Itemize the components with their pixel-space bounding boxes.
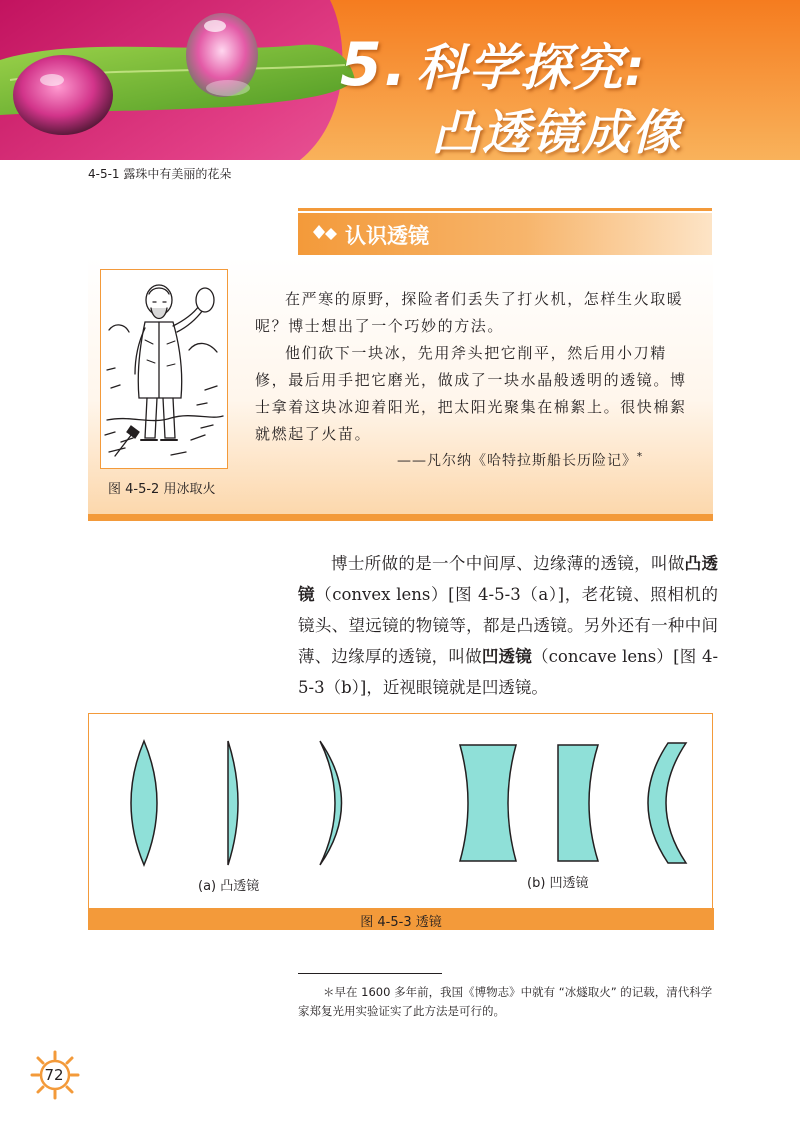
convex-lens-term: 凸透镜: [298, 554, 719, 604]
chapter-number: 5.: [340, 30, 409, 100]
page-number: 72: [44, 1066, 64, 1084]
body-text-part3: （concave lens）[图 4-5-3（b）]，近视眼镜就是凹透镜。: [298, 647, 719, 697]
biconcave-lens-shape: [460, 745, 516, 861]
plano-concave-lens-shape: [558, 745, 598, 861]
footnote-divider: [298, 973, 442, 974]
footnote-text: ＊早在 1600 多年前，我国《博物志》中就有 “冰燧取火” 的记载，清代科学家郑复光用实验证实了此方法是可行的。: [298, 985, 713, 1018]
photo-caption: 4-5-1 露珠中有美丽的花朵: [88, 167, 232, 181]
story-panel-bottom-bar: [88, 514, 713, 521]
lens-figure-caption: 图 4-5-3 透镜: [360, 915, 442, 930]
chapter-title-text: 科学探究:: [416, 39, 647, 97]
figure-caption-ice-fire: 图 4-5-2 用冰取火: [108, 482, 216, 497]
story-source: [397, 450, 643, 470]
ice-fire-illustration-frame: [100, 269, 228, 469]
diamond-bullet-icon: [312, 223, 342, 243]
story-source-text: ——凡尔纳《哈特拉斯船长历险记》: [397, 453, 637, 469]
section-bar-top-line: [298, 208, 712, 211]
chapter-header: [0, 0, 800, 160]
lens-definition-paragraph: [298, 548, 718, 703]
plano-convex-lens-shape: [228, 741, 238, 865]
chapter-title-line1: [340, 28, 647, 100]
biconvex-lens-shape: [131, 741, 157, 865]
concave-lens-term: 凹透镜: [481, 647, 532, 666]
body-text-part1: 博士所做的是一个中间厚、边缘薄的透镜，叫做: [331, 554, 685, 573]
story-paragraph-1: 在严寒的原野，探险者们丢失了打火机，怎样生火取暖呢？博士想出了一个巧妙的方法。: [255, 290, 684, 335]
body-text-part2: （convex lens）[图 4-5-3（a）]，老花镜、照相机的镜头、望远镜的物镜等，都是凸透镜。另外还有一种中间薄、边缘厚的透镜，叫做: [298, 585, 718, 666]
concave-lens-caption: (b) 凹透镜: [527, 876, 589, 891]
story-paragraph-2: 他们砍下一块冰，先用斧头把它削平，然后用小刀精修，最后用手把它磨光，做成了一块水晶般透明的透镜。博士拿着这块冰迎着阳光，把太阳光聚集在棉絮上。很快棉絮就燃起了火苗。: [255, 344, 687, 443]
lens-diagram: [88, 713, 714, 907]
concave-meniscus-lens-shape: [648, 743, 686, 863]
lens-figure-caption-bar: [88, 908, 714, 930]
convex-meniscus-lens-shape: [320, 741, 342, 865]
chapter-title-line2: 凸透镜成像: [432, 105, 683, 160]
section-title: 认识透镜: [345, 224, 429, 248]
footnote-marker: *: [637, 451, 643, 463]
convex-lens-caption: (a) 凸透镜: [198, 879, 260, 894]
explorer-with-ice-lens-illustration: [101, 270, 227, 468]
